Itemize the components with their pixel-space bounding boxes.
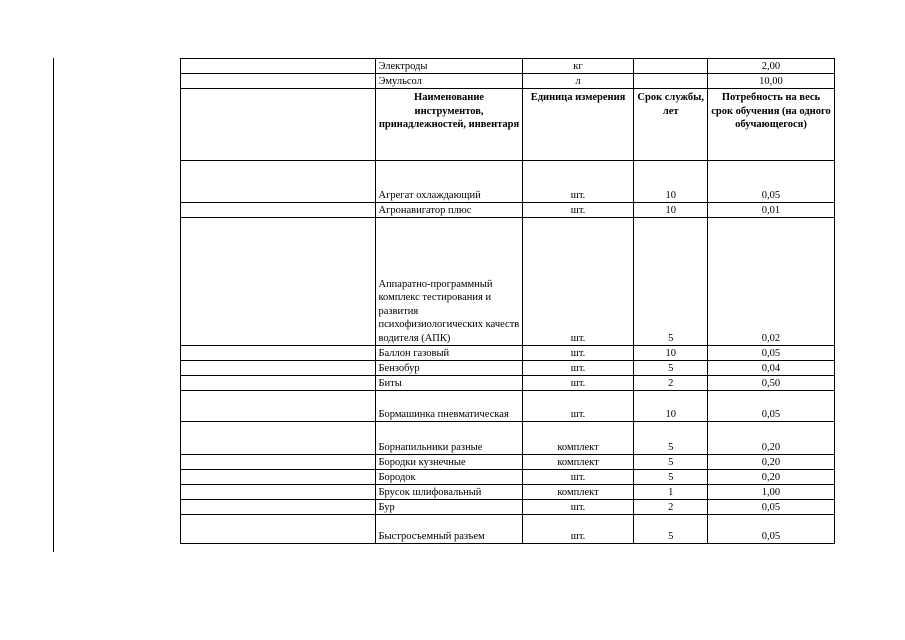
empty-cell [181,470,376,485]
item-need: 1,00 [707,485,834,500]
header-name: Наименование инструментов, принадлежностей, инвентаря [376,89,522,161]
table-row [181,500,835,515]
empty-cell [181,422,376,455]
item-name: Аппаратно-программный комплекс тестирования и развития психофизиологических качеств водителя (АПК) [376,218,522,346]
item-unit: шт. [522,470,634,485]
item-name: Бородок [376,470,522,485]
header-need: Потребность на весь срок обучения (на одного обучающегося) [707,89,834,161]
empty-cell [181,161,376,203]
table-row [181,74,835,89]
empty-cell [181,455,376,470]
item-term: 5 [634,361,708,376]
header-term: Срок службы, лет [634,89,708,161]
item-name: Бензобур [376,361,522,376]
item-name: Баллон газовый [376,346,522,361]
item-need: 0,05 [707,346,834,361]
item-name: Борнапильники разные [376,422,522,455]
empty-cell [181,361,376,376]
item-unit: шт. [522,391,634,422]
empty-cell [181,376,376,391]
item-unit: шт. [522,500,634,515]
item-name: Эмульсол [376,74,522,89]
item-term: 5 [634,218,708,346]
item-need: 0,01 [707,203,834,218]
item-need: 0,20 [707,455,834,470]
item-term: 2 [634,500,708,515]
empty-cell [181,74,376,89]
item-term: 10 [634,391,708,422]
item-name: Бородки кузнечные [376,455,522,470]
item-unit: шт. [522,515,634,544]
table-row [181,455,835,470]
item-need: 2,00 [707,59,834,74]
item-unit: комплект [522,455,634,470]
item-unit: комплект [522,485,634,500]
table-row [181,161,835,203]
item-name: Электроды [376,59,522,74]
table-row [181,361,835,376]
item-term [634,74,708,89]
item-term [634,59,708,74]
item-unit: шт. [522,361,634,376]
table-row [181,470,835,485]
empty-cell [181,500,376,515]
empty-cell [181,89,376,161]
item-name: Бур [376,500,522,515]
item-unit: шт. [522,218,634,346]
item-need: 0,02 [707,218,834,346]
item-name: Брусок шлифовальный [376,485,522,500]
equipment-table [180,58,835,544]
table-row [181,485,835,500]
item-term: 2 [634,376,708,391]
empty-cell [181,515,376,544]
item-term: 1 [634,485,708,500]
header-unit: Единица измерения [522,89,634,161]
item-name: Агрегат охлаждающий [376,161,522,203]
item-term: 5 [634,515,708,544]
empty-cell [181,59,376,74]
item-unit: кг [522,59,634,74]
empty-cell [181,391,376,422]
table-row [181,346,835,361]
item-term: 5 [634,455,708,470]
item-need: 0,05 [707,500,834,515]
item-term: 5 [634,422,708,455]
table-row [181,203,835,218]
item-name: Агронавигатор плюс [376,203,522,218]
item-name: Быстросъемный разъем [376,515,522,544]
item-unit: л [522,74,634,89]
item-need: 0,04 [707,361,834,376]
empty-cell [181,218,376,346]
empty-cell [181,346,376,361]
empty-cell [181,485,376,500]
table-row [181,376,835,391]
item-need: 10,00 [707,74,834,89]
item-unit: шт. [522,376,634,391]
item-term: 10 [634,346,708,361]
item-need: 0,50 [707,376,834,391]
empty-cell [181,203,376,218]
item-unit: шт. [522,161,634,203]
table-row [181,218,835,346]
item-term: 10 [634,161,708,203]
table-row [181,515,835,544]
item-term: 5 [634,470,708,485]
item-term: 10 [634,203,708,218]
item-unit: шт. [522,346,634,361]
table-row [181,422,835,455]
table-row [181,391,835,422]
item-need: 0,05 [707,391,834,422]
item-name: Бормашинка пневматическая [376,391,522,422]
page-margin-line [53,58,54,552]
item-need: 0,20 [707,470,834,485]
table-header-row [181,89,835,161]
item-unit: комплект [522,422,634,455]
item-name: Биты [376,376,522,391]
item-need: 0,05 [707,161,834,203]
table-row [181,59,835,74]
item-need: 0,20 [707,422,834,455]
item-need: 0,05 [707,515,834,544]
item-unit: шт. [522,203,634,218]
